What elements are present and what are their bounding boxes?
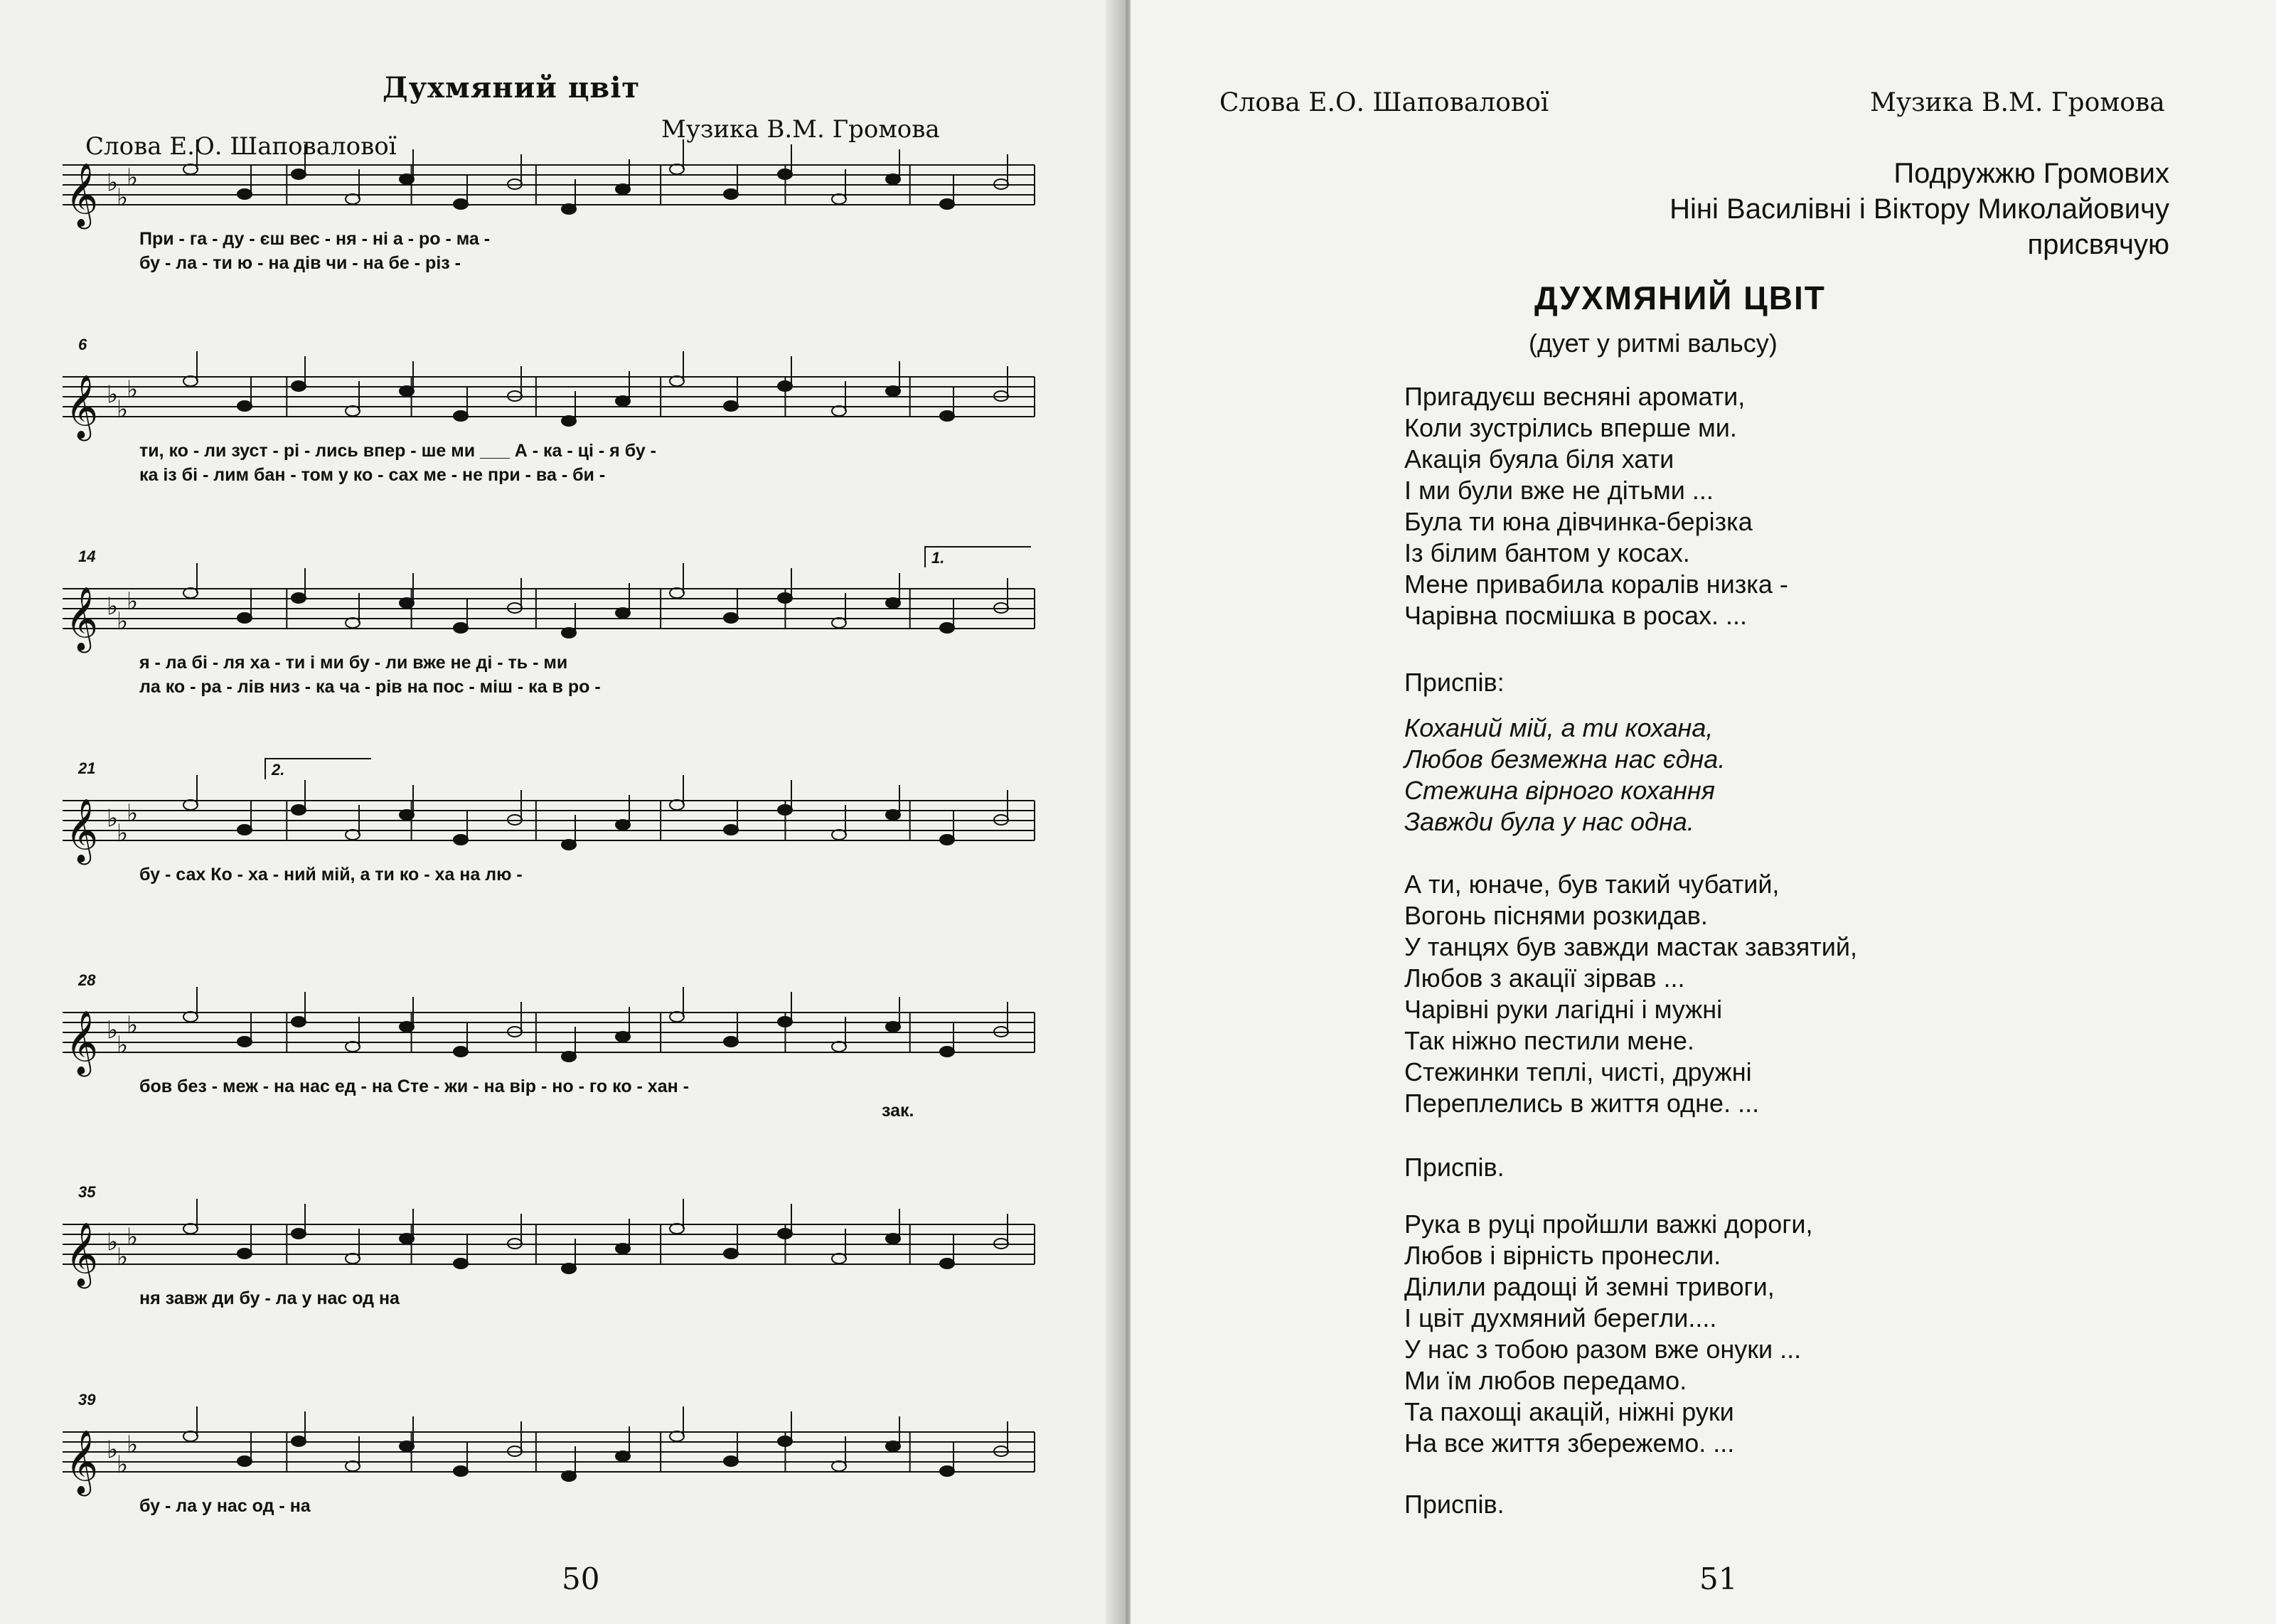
note-head xyxy=(832,1042,846,1052)
note-head xyxy=(454,1259,468,1268)
bar-number: 35 xyxy=(78,1183,96,1201)
verse-line: Із білим бантом у косах. xyxy=(1404,538,1690,567)
note-head xyxy=(562,840,576,850)
note-head xyxy=(832,618,846,628)
verse-line: У нас з тобою разом вже онуки ... xyxy=(1404,1335,1802,1364)
composer-credit-right: Музика В.М. Громова xyxy=(1870,88,2165,117)
flat-icon: ♭ xyxy=(117,183,129,212)
flat-icon: ♭ xyxy=(117,395,129,424)
flat-icon: ♭ xyxy=(127,375,139,404)
note-head xyxy=(886,386,900,396)
lyrics-line-1: бу - сах Ко - ха - ний мій, а ти ко - ха на лю - xyxy=(139,865,523,885)
dedication-line-2: Ніні Василівні і Віктору Миколайовичу xyxy=(1669,193,2169,225)
note-head xyxy=(183,800,198,810)
note-head xyxy=(237,1456,252,1466)
flat-icon: ♭ xyxy=(117,1031,129,1059)
lyrics-line-1: бов без - меж - на нас ед - на Сте - жи - на вір - но - го ко - хан - xyxy=(139,1077,689,1096)
lyricist-credit: Слова Е.О. Шаповалової xyxy=(85,132,397,161)
flat-icon: ♭ xyxy=(107,169,119,197)
note-head xyxy=(400,174,414,184)
verse-line: Акація буяла біля хати xyxy=(1404,444,1674,474)
note-head xyxy=(183,1012,198,1022)
lyrics-line-2: зак. xyxy=(882,1101,914,1121)
note-head xyxy=(454,1047,468,1057)
note-head xyxy=(832,830,846,840)
lyrics-line-2: ла ко - ра - лів низ - ка ча - рів на пос - міш - ка в ро - xyxy=(139,677,601,697)
flat-icon: ♭ xyxy=(127,587,139,616)
note-head xyxy=(940,1466,954,1476)
song-subtitle: (дует у ритмі вальсу) xyxy=(1529,328,1778,358)
verse-line: І ми були вже не дітьми ... xyxy=(1404,476,1714,505)
flat-icon: ♭ xyxy=(107,380,119,409)
flat-icon: ♭ xyxy=(107,1016,119,1045)
verse-3 xyxy=(1404,1209,1812,1459)
note-head xyxy=(886,810,900,820)
note-head xyxy=(724,1456,738,1466)
note-head xyxy=(237,825,252,835)
note-head xyxy=(292,169,306,179)
note-head xyxy=(183,1224,198,1234)
verse-line: Рука в руці пройшли важкі дороги, xyxy=(1404,1209,1813,1239)
note-head xyxy=(183,376,198,386)
chorus-line: Коханий мій, а ти кохана, xyxy=(1404,713,1714,742)
note-head xyxy=(940,411,954,421)
refrain-text: Приспів. xyxy=(1404,1490,1505,1519)
chorus-line: Стежина вірного кохання xyxy=(1404,776,1715,805)
verse-line: Коли зустрілись вперше ми. xyxy=(1404,413,1737,442)
verse-line: Вогонь піснями розкидав. xyxy=(1404,901,1708,930)
note-head xyxy=(940,199,954,209)
chorus-label xyxy=(1404,667,1505,698)
verse-1 xyxy=(1404,381,1788,631)
verse-line: Переплелись в життя одне. ... xyxy=(1404,1089,1760,1118)
note-head xyxy=(778,1017,792,1027)
treble-clef-icon: 𝄞 xyxy=(65,1430,99,1494)
note-head xyxy=(832,1461,846,1471)
note-head xyxy=(832,194,846,204)
note-head xyxy=(778,169,792,179)
note-head xyxy=(346,1042,360,1052)
lyrics-line-2: бу - ла - ти ю - на дів чи - на бе - різ - xyxy=(139,253,461,273)
note-head xyxy=(778,805,792,815)
lyrics-line-1: я - ла бі - ля ха - ти і ми бу - ли вже не ді - ть - ми xyxy=(139,653,568,673)
note-head xyxy=(346,1254,360,1264)
note-head xyxy=(778,1436,792,1446)
note-head xyxy=(832,1254,846,1264)
note-head xyxy=(454,199,468,209)
note-head xyxy=(670,1012,684,1022)
note-head xyxy=(886,174,900,184)
treble-clef-icon: 𝄞 xyxy=(65,587,99,651)
verse-line: Ми їм любов передамо. xyxy=(1404,1366,1687,1395)
dedication-line-1: Подружжю Громових xyxy=(1893,158,2169,189)
note-head xyxy=(237,401,252,411)
note-head xyxy=(832,406,846,416)
page-number-right: 51 xyxy=(1699,1561,1738,1596)
note-head xyxy=(940,835,954,845)
verse-line: Та пахощі акацій, ніжні руки xyxy=(1404,1397,1734,1426)
note-head xyxy=(616,1032,630,1042)
note-head xyxy=(886,1022,900,1032)
verse-2 xyxy=(1404,869,1857,1119)
flat-icon: ♭ xyxy=(127,1223,139,1251)
note-head xyxy=(940,623,954,633)
note-head xyxy=(670,164,684,174)
flat-icon: ♭ xyxy=(117,819,129,848)
lyrics-line-1: бу - ла у нас од - на xyxy=(139,1496,311,1516)
verse-line: Любов і вірність пронесли. xyxy=(1404,1241,1721,1270)
note-head xyxy=(292,805,306,815)
note-head xyxy=(886,1234,900,1244)
flat-icon: ♭ xyxy=(107,1436,119,1464)
note-head xyxy=(454,411,468,421)
bar-number: 28 xyxy=(78,971,96,989)
verse-line: Ділили радощі й земні тривоги, xyxy=(1404,1272,1775,1301)
refrain-1 xyxy=(1404,1152,1505,1183)
bar-number: 39 xyxy=(78,1391,96,1409)
lyrics-line-1: При - га - ду - єш вес - ня - ні а - ро - ма - xyxy=(139,229,491,249)
verse-line: Чарівні руки лагідні і мужні xyxy=(1404,995,1723,1024)
note-head xyxy=(454,835,468,845)
note-head xyxy=(724,189,738,199)
note-head xyxy=(400,598,414,608)
composer-credit: Музика В.М. Громова xyxy=(661,115,940,144)
note-head xyxy=(292,593,306,603)
note-head xyxy=(616,1244,630,1254)
note-head xyxy=(670,588,684,598)
note-head xyxy=(778,1229,792,1239)
note-head xyxy=(346,618,360,628)
flat-icon: ♭ xyxy=(107,592,119,621)
note-head xyxy=(562,204,576,214)
note-head xyxy=(562,416,576,426)
note-head xyxy=(400,1022,414,1032)
verse-line: І цвіт духмяний берегли.... xyxy=(1404,1303,1717,1332)
song-title: Духмяний цвіт xyxy=(383,71,641,105)
chorus-label-text: Приспів: xyxy=(1404,668,1505,697)
verse-line: Стежинки теплі, чисті, дружні xyxy=(1404,1057,1752,1086)
note-head xyxy=(400,386,414,396)
flat-icon: ♭ xyxy=(107,1228,119,1256)
refrain-text: Приспів. xyxy=(1404,1153,1505,1182)
note-head xyxy=(237,189,252,199)
volta-bracket: 2. xyxy=(265,758,371,779)
note-head xyxy=(616,820,630,830)
note-head xyxy=(346,194,360,204)
note-head xyxy=(724,1037,738,1047)
verse-line: Так ніжно пестили мене. xyxy=(1404,1026,1694,1055)
note-head xyxy=(670,1431,684,1441)
verse-line: Чарівна посмішка в росах. ... xyxy=(1404,601,1747,630)
note-head xyxy=(346,830,360,840)
song-title-right: ДУХМЯНИЙ ЦВІТ xyxy=(1534,279,1826,316)
chorus-line: Любов безмежна нас єдна. xyxy=(1404,744,1726,774)
note-head xyxy=(292,1436,306,1446)
dedication-line-3: присвячую xyxy=(2027,229,2169,260)
note-head xyxy=(183,588,198,598)
note-head xyxy=(454,623,468,633)
note-head xyxy=(940,1259,954,1268)
note-head xyxy=(940,1047,954,1057)
volta-bracket: 1. xyxy=(924,546,1031,567)
bar-number: 6 xyxy=(78,336,87,353)
note-head xyxy=(183,1431,198,1441)
note-head xyxy=(237,613,252,623)
note-head xyxy=(292,1229,306,1239)
note-head xyxy=(454,1466,468,1476)
note-head xyxy=(400,810,414,820)
note-head xyxy=(886,1441,900,1451)
chorus xyxy=(1404,712,1725,838)
lyrics-line-1: ня завж ди бу - ла у нас од на xyxy=(139,1288,400,1308)
flat-icon: ♭ xyxy=(127,164,139,192)
treble-clef-icon: 𝄞 xyxy=(65,1010,99,1074)
note-head xyxy=(237,1037,252,1047)
treble-clef-icon: 𝄞 xyxy=(65,1222,99,1286)
page-number: 50 xyxy=(562,1561,600,1596)
verse-line: Любов з акації зірвав ... xyxy=(1404,963,1685,993)
note-head xyxy=(400,1441,414,1451)
treble-clef-icon: 𝄞 xyxy=(65,375,99,439)
note-head xyxy=(616,1451,630,1461)
left-page xyxy=(0,0,1127,1624)
note-head xyxy=(562,1264,576,1273)
flat-icon: ♭ xyxy=(127,799,139,828)
note-head xyxy=(616,608,630,618)
lyrics-line-1: ти, ко - ли зуст - рі - лись впер - ше ми ___ А - ка - ці - я бу - xyxy=(139,441,656,461)
flat-icon: ♭ xyxy=(127,1011,139,1040)
note-head xyxy=(670,800,684,810)
note-head xyxy=(724,613,738,623)
note-head xyxy=(886,598,900,608)
flat-icon: ♭ xyxy=(117,1451,129,1479)
note-head xyxy=(616,184,630,194)
note-head xyxy=(292,1017,306,1027)
flat-icon: ♭ xyxy=(117,607,129,636)
note-head xyxy=(183,164,198,174)
flat-icon: ♭ xyxy=(117,1243,129,1271)
note-head xyxy=(724,1249,738,1259)
verse-line: Мене привабила коралів низка - xyxy=(1404,570,1788,599)
note-head xyxy=(562,1471,576,1481)
note-head xyxy=(670,376,684,386)
verse-line: Була ти юна дівчинка-берізка xyxy=(1404,507,1753,536)
note-head xyxy=(778,593,792,603)
note-head xyxy=(724,825,738,835)
verse-line: Пригадуєш весняні аромати, xyxy=(1404,382,1746,411)
treble-clef-icon: 𝄞 xyxy=(65,798,99,862)
note-head xyxy=(724,401,738,411)
note-head xyxy=(400,1234,414,1244)
note-head xyxy=(292,381,306,391)
lyrics-line-2: ка із бі - лим бан - том у ко - сах ме - не при - ва - би - xyxy=(139,465,606,485)
note-head xyxy=(346,1461,360,1471)
lyricist-credit-right: Слова Е.О. Шаповалової xyxy=(1219,88,1549,117)
note-head xyxy=(562,1052,576,1062)
flat-icon: ♭ xyxy=(127,1431,139,1459)
note-head xyxy=(670,1224,684,1234)
refrain-2 xyxy=(1404,1489,1505,1520)
note-head xyxy=(616,396,630,406)
note-head xyxy=(346,406,360,416)
verse-line: А ти, юначе, був такий чубатий, xyxy=(1404,870,1780,899)
bar-number: 14 xyxy=(78,547,96,565)
note-head xyxy=(237,1249,252,1259)
note-head xyxy=(562,628,576,638)
verse-line: На все життя збережемо. ... xyxy=(1404,1428,1735,1458)
treble-clef-icon: 𝄞 xyxy=(65,163,99,227)
bar-number: 21 xyxy=(78,759,96,777)
verse-line: У танцях був завжди мастак завзятий, xyxy=(1404,932,1857,961)
note-head xyxy=(778,381,792,391)
chorus-line: Завжди була у нас одна. xyxy=(1404,807,1694,836)
flat-icon: ♭ xyxy=(107,804,119,833)
